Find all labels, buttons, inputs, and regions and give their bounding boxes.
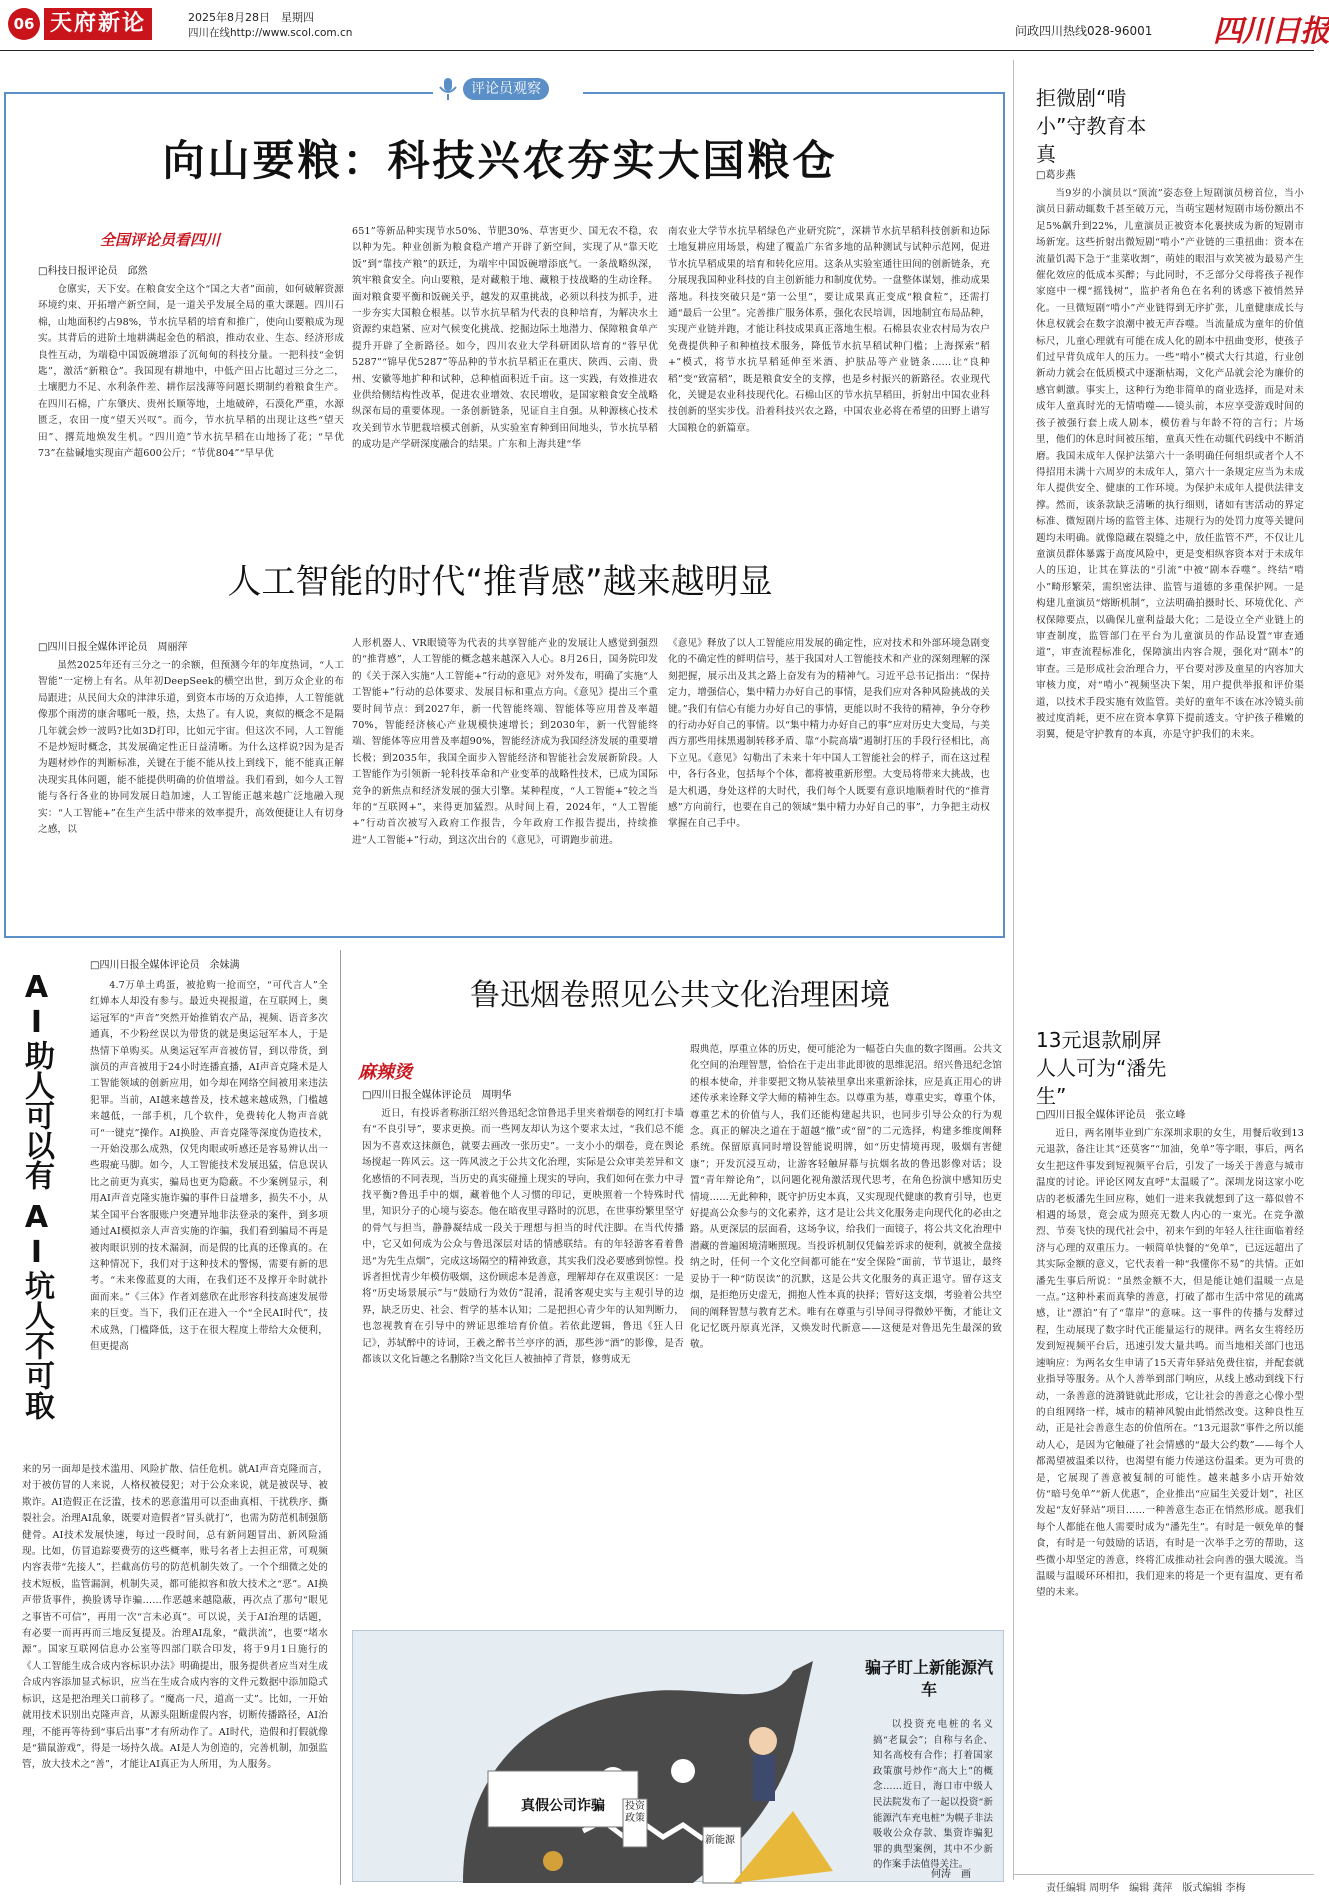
- sidebar2-byline: □四川日报全媒体评论员 张立峰: [1036, 1110, 1186, 1121]
- newspaper-logo: 四川日报: [1213, 14, 1329, 49]
- cartoon-box: [352, 1630, 1004, 1882]
- lead-column-3: 南农业大学节水抗旱稻绿色产业研究院”，深耕节水抗旱稻科技创新和边际土地复耕应用场景，构建了覆盖广东省多地的品种测试与试种示范网，促进节水抗旱稻成果的培育和转化应用。这条从实验室通往田间的创新链条，充分展现我国种业科技的自主创新能力和制度优势。一盘整体谋划，推动成果落地。科技突破只是“第一公里”，要让成果真正变成“粮食粒”，还需打通“最后一公里”。完善推广服务体系，强化农民培训，因地制宜布局品种，实现产业链并跑，才能让科技成果真正落地生根。石棉县农业农村局为农户免费提供种子和种植技术服务，降低节水抗旱稻试种门槛；上海探索“稻+”模式，将节水抗旱稻延伸至米酒、护肤品等产业链条……让“良种稻”变“致富稻”，既是粮食安全的支撑，也是乡村振兴的新路径。农业现代化，关键是农业科技现代化。石棉山区的节水抗旱稻田，折射出中国农业科技创新的坚实步伐。沿着科技兴农之路，中国农业必将在希望的田野上谱写大国粮仓的新篇章。: [668, 226, 990, 434]
- vertical-title-1: AI助人可以有: [19, 970, 54, 1190]
- cartoon-caption: 以投资充电桩的名义搞“老鼠会”；自称与名企、知名高校有合作；打着国家政策旗号炒作“高大上”的概念……近日，海口市中级人民法院发布了一起以投资“新能源汽车充电桩”为幌子非法吸收公众存款、集资诈骗犯罪的典型案例，其中不少新的作案手法值得关注。: [873, 1719, 993, 1871]
- sidebar-rule: [1013, 60, 1014, 1880]
- hotline: 问政四川热线028-96001: [1015, 24, 1153, 38]
- cartoon-sign: 真假公司诈骗: [521, 1798, 605, 1814]
- section-title: 天府新论: [44, 8, 152, 40]
- cartoon-title: 骗子盯上新能源汽车: [865, 1658, 994, 1699]
- footer-rule: [1013, 1874, 1314, 1875]
- pitfall-text-bottom: 来的另一面却是技术滥用、风险扩散、信任危机。就AI声音克隆而言，对于被仿冒的人来说，人格权被侵犯；对于公众来说，就是被误导、被欺诈。AI造假正在泛滥，技术的恶意滥用可以歪曲真相、干扰秩序、撕裂社会。治理AI乱象，既要对造假者“冒头就打”，也需为防范机制强筋健骨。AI技术发展快速，每过一段时间，总有新问题冒出、新风险涌现。比如，仿冒追踪要费劳的这些概率，账号名者上去担正常，可观频内容表带“先接人”，拦截高仿号的防范机制失效了。一个个细微之处的技术短板，监管漏洞，机制失灵，都可能拟容和放大技术之“恶”。AI换声带货事件，换脸诱导诈骗……作恶越来越隐蔽，再次点了那句“眼见之事皆不可信”，再用一次“言未必真”。可以说，关于AI治理的话题，有必要一而再再而三地反复提及。治理AI乱象，“截洪流”，也要“堵水源”。国家互联网信息办公室等四部门联合印发，将于9月1日施行的《人工智能生成合成内容标识办法》明确提出，服务提供者应当对生成合成内容添加显式标识，应当在生成合成内容的文件元数据中添加隐式标识，这是把治理关口前移了。“魔高一尺，道高一丈”。比如，一开始就用技术识别出克隆声音，从源头阻断虚假内容，切断传播路径，AI治理，不能再等待到“事后出事”才有所动作了。AI时代，造假和打假就像是“猫鼠游戏”，得是一场持久战。AI是人为创造的，完善机制，加强监管，放大技术之“善”，才能让AI真正为人所用，为人服务。: [22, 1464, 328, 1771]
- lead-column-1: 仓廪实，天下安。在粮食安全这个“国之大者”面前，如何破解资源环境约束、开拓增产新空间，是一道关乎发展全局的重大课题。四川石棉，山地面积约占98%，节水抗旱稻的培育和推广，使向山要粮成为现实。其背后的进阶土地耕满起金色的稻浪，推动农业、生态、经济形成良性互动，为端稳中国饭碗增添了沉甸甸的科技分量。一把科技“金钥匙”，激活“新粮仓”。我国现有耕地中，中低产田占比超过三分之二，土壤肥力不足、水利条件差、耕作层浅薄等问题长期制约着粮食生产。在四川石棉，广东肇庆、贵州长顺等地，土地破碎，石漠化严重，水源匮乏，农田一度“望天兴叹”。而今，节水抗旱稻的出现让这些“望天田”、撂荒地焕发生机。“四川造”节水抗旱稻在山地扬了花；“旱优73”在盐碱地实现亩产超600公斤；“节优804”“旱早优: [38, 284, 344, 460]
- ai-column-2: 人形机器人、VR眼镜等为代表的共享智能产业的发展让人感觉到强烈的“推背感”，人工智能的概念越来越深入人心。8月26日，国务院印发的《关于深入实施“人工智能+”行动的意见》对外发布，明确了实施“人工智能+”行动的总体要求、发展目标和重点方向。《意见》提出三个重要时间节点：到2027年，新一代智能终端、智能体等应用普及率超70%，智能经济核心产业规模快速增长；到2030年，新一代智能终端、智能体等应用普及率超90%，智能经济成为我国经济发展的重要增长极；到2035年，我国全面步入智能经济和智能社会发展新阶段。人工智能作为引领新一轮科技革命和产业变革的战略性技术，已成为国际竞争的新焦点和经济发展的强大引擎。某种程度，“人工智能+”较之当年的“互联网+”，来得更加猛烈。从时间上看，2024年，“人工智能+”行动首次被写入政府工作报告，今年政府工作报告提出，持续推进“人工智能+”行动，到这次出台的《意见》，可谓跑步前进。: [352, 638, 658, 846]
- cartoon-artist: 何涛 画: [931, 1869, 971, 1880]
- cartoon-illustration: [353, 1631, 833, 1883]
- lead-column-2: 651”等新品种实现节水50%、节肥30%、草害更少、国无农不稳，农以种为先。种业创新为粮食稳产增产开辟了新空间，实现了从“靠天吃饭”到“靠技产粮”的跃迁，为端牢中国饭碗增添底气。一条战略纵深，筑牢粮食安全。向山要粮，是对藏粮于地、藏粮于技战略的生动诠释。面对粮食要平衡和饭碗关乎，越发的双重挑战，必须以科技为抓手，进一步夯实大国粮仓根基。以节水抗旱稻为代表的良种培育，为解决水土资源约束趋紧、应对气候变化挑战、挖掘边际土地潜力、保障粮食单产提升开辟了全新路径。如今，四川农业大学科研团队培育的“蓉早优5287”“锦早优5287”等品种的节水抗旱稻正在重庆、陕西、云南、贵州、安徽等地扩种和试种，总种植面积近千亩。这一实践，有效推进农业供给侧结构性改革，促进农业增效、农民增收，是国家粮食安全战略纵深布局的重要体现。一条创新链条，见证自主自强。从种源核心技术攻关到节水节肥栽培模式创新，从实验室育种到田间地头，节水抗旱稻的成功是产学研深度融合的结果。广东和上海共建“华: [352, 226, 658, 451]
- pitfall-byline: □四川日报全媒体评论员 余妹满: [90, 960, 240, 971]
- ai-byline: □四川日报全媒体评论员 周丽萍: [38, 642, 188, 653]
- editor-credits: 责任编辑 周明华 编辑 龚萍 版式编辑 李梅: [1046, 1883, 1246, 1894]
- cartoon-label-new-energy: 新能源: [705, 1835, 735, 1846]
- lu-xun-column-2: 瑕典范，厚重立体的历史，便可能沦为一幅苍白失血的数字图画。公共文化空间的治理智慧，恰恰在于走出非此即彼的思维泥沼。绍兴鲁迅纪念馆的根本使命，并非要把文物从装裱里拿出来重新涂抹，应是真正用心的讲述传承来诠释文学大师的精神生态。以尊重为基，尊重史实，尊重个体，尊重艺术的价值与人，我们还能构建起共识，也同步引导公众的行为观念。真正的解决之道在于超越“撤”或“留”的二元选择，构建多维度阐释系统。保留原真同时增设智能说明牌，如“历史情境再现，吸烟有害健康”；开发沉浸互动，让游客轻触屏幕与抗烟名故的鲁迅影像对话；设置“青年辩论角”，以问题化视角激活现代思考，在角色扮演中感知历史情境……无此种种，既守护历史本真，又实现现代健康的教育引导，也更好提高公众参与的文化素养，这才是让公共文化服务走向现代化的必由之路。从更深层的层面看，这场争议，给我们一面镜子，将公共文化治理中潜藏的普遍困境清晰照现。当投诉机制仅凭偏差诉求的便利，就被全盘接纳之时，任何一个文化空间都可能在“安全保险”面前，节节退让，最终妥协于一种“防误读”的沉默，这是公共文化服务的真正退守。留存这支烟，是拒绝历史虚无，拥抱人性本真的抉择；管好这支烟，考验着公共空间的阐释智慧与教育艺术。唯有在尊重与引导间寻得微妙平衡，才能让文化记忆既丹原真光泽，又焕发时代新意——这便是对鲁迅先生最深的致敬。: [690, 1044, 1002, 1351]
- ai-headline: 人工智能的时代“推背感”越来越明显: [227, 562, 773, 602]
- lead-byline: □科技日报评论员 邱然: [38, 266, 148, 277]
- column-rule-1: [340, 950, 341, 1885]
- lead-headline: 向山要粮：科技兴农夯实大国粮仓: [162, 136, 838, 185]
- ai-column-1: 虽然2025年还有三分之一的余额，但预测今年的年度热词，“人工智能”一定榜上有名。从年初DeepSeek的横空出世，到万众企业的布局跟进；从民间大众的津津乐道，到资本市场的万众追捧，人工智能就像那个雨涝的康舍哪吒一般，热，太热了。有人说，爽似的概念不是隔几年就会炒一波吗?比如3D打印，比如元宇宙。但这次不同，人工智能不是炒短时概念，其发展确定性正日益清晰。为什么这样说?因为是否为题材炒作的判断标准，关键在于能不能从技上到线下，能不能真正解决现实具体问题，能不能提供明确的价值增益。我们看到，如今人工智能与各行各业的协同发展日趋加速，人工智能正越来越广泛地融入现实：“人工智能+”在生产生活中带来的效率提升，高效便捷让人有切身之感，以: [38, 660, 344, 836]
- cartoon-label-investment: 投资政策: [625, 1801, 645, 1824]
- microphone-icon: [433, 74, 463, 104]
- website: 四川在线http://www.scol.com.cn: [188, 27, 353, 39]
- sidebar2-text: 近日，两名刚毕业到广东深圳求职的女生，用餐后收到13元退款，备注让其“还莫客”“加油，免单”等字眼，事后，两名女生把这件事发到短视频平台后，引发了一场关于善意与城市温度的讨论。评论区网友直呼“太温暖了”。深圳龙岗这家小吃店的老板潘先生回应称，她们一进来我就想到了这一幕似曾不相遇的场景，竟会成为照亮无数人内心的一束光。在竞争激烈、节奏飞快的现代社会中，初来乍到的年轻人往往面临着经济与心理的双重压力。一顿简单快餐的“免单”，已远远超出了其实际金额的意义，它代表着一种“我懂你不易”的共情。正如潘先生事后所说：“虽然金额不大，但是能让她们温暖一点是一点。”这种朴素而真挚的善意，打破了都市生活中常见的疏离感，让“漂泊”有了“靠岸”的意味。这一事件的传播与发酵过程，生动展现了数字时代正能量运行的规律。两名女生将经历发到短视频平台后，迅速引发大量共鸣。而当地相关部门也迅速响应：为两名女生申请了15天青年驿站免费住宿，并配套就业指导等服务。从个人善举到部门响应，从线上感动到线下行动，一条善意的涟漪链就此形成，它让社会的善意之心像小型的自组网络一样，城市的精神风貌由此悄然改变。这种良性互动，正是社会善意生态的价值所在。“13元退款”事件之所以能动人心，是因为它触碰了社会情感的“最大公约数”——每个人都渴望被温柔以待，也渴望有能力传递这份温柔。更为可贵的是，它展现了善意被复制的可能性。越来越多小店开始效仿“暗号免单”“新人优惠”，企业推出“应届生关爱计划”，社区发起“友好驿站”项目……一种善意生态正在悄然形成。愿我们每个人都能在他人需要时成为“潘先生”。有时是一顿免单的餐食，有时是一句鼓励的话语，有时是一次举手之劳的帮助，这些微小却坚定的善意，终将汇成推动社会向善的强大暖流。当温暖与温暖环环相扣，我们迎来的将是一个更有温度、更有希望的未来。: [1036, 1128, 1304, 1599]
- lu-xun-headline: 鲁迅烟卷照见公共文化治理困境: [470, 978, 890, 1013]
- pitfall-text-top: 4.7万单土鸡蛋，被抢购一抢而空，“可代言人”全红婵本人却没有参与。最近央视报道，在互联网上，奥运冠军的“声音”突然开始推销农产品，视频、语音多次通真，不少粉丝误以为带货的就是奥运冠军本人，于是热情下单购买。从奥运冠军声音被仿冒，到以带货，到演员的声音被用于24小时连播直播，AI声音克隆术是人工智能领域的创新应用，如今却在网络空间被用来违法犯罪。当前，AI越来越普及，技术越来越成熟，门槛越来越低，一部手机，几个软件，免费转化人物声音就可“一键克”操作。AI换脸、声音克隆等深度伪造技术，一开始没那么成熟，仅凭肉眼或听感还是容易辨认出一些瑕疵马脚。如今，人工智能技术发展迅猛，信息误认比之前更为真实，骗局也更为隐蔽。不少案例显示，利用AI声音克隆实施诈骗的事件日益增多，损失不小，从某全国平台客服账户突遭异地非法登录的案件，到多项通过AI模拟亲人声音实施的诈骗，我们看到骗局不再是被肉眼识别的技术漏洞，而是假的比真的还像真的。在这种情况下，我们对于这种技术的警惕，需要有新的思考。“未来像蓝夏的大雨，在我们还不及撑开伞时就扑面而来。”《三体》作者刘慈欣在此形容科技高速发展带来的巨变。当下，我们正在进入一个“全民AI时代”，技术成熟，门槛降低，这于在很大程度上带给大众便利，但更提高: [90, 980, 328, 1352]
- lu-xun-column-1: 近日，有投诉者称浙江绍兴鲁迅纪念馆鲁迅手里夹着烟卷的网红打卡墙有“不良引导”，要求更换。而一些网友却认为这个要求太过，“我们总不能因为不喜欢这抹颜色，就要去画改一张历史”。一支小小的烟卷，竟在舆论场搅起一阵风云。这一阵风波之于公共文化治理，实际是公众审美差异和文化感悟的不同表现，当历史的真实碰撞上现实的导向，我们如何在张力中寻找平衡?鲁迅手中的烟，藏着他个人习惯的印记，更映照着一个特殊时代里，知识分子的心境与姿态。他在暗夜里寻路时的沉思，在世事纷繁里坚守的骨气与担当，静静凝结成一段关于理想与担当的时代注脚。在当代传播中，它又如何成为公众与鲁迅深层对话的情感联结。有的年轻游客看着鲁迅“为先生点烟”，完成这场隔空的精神致意，其实我们没必要感到惊惶。投诉者担忧青少年模仿吸烟，这份顾虑本是善意，理解却存在双重误区：一是将“历史场景展示”与“鼓励行为效仿”混淆，混淆客观史实与主观引导的边界，缺乏历史、社会、哲学的基本认知；二是把担心青少年的认知判断力，也忽视教育在引导中的辨证思维培育价值。若依此逻辑，鲁迅《狂人日记》，苏轼醉中的诗词，王羲之醉书兰亭序的酒，那些涉“酒”的影像，是否都该以文化旨趣之名删除?当文化巨人被抽掉了背景，修剪成无: [362, 1108, 684, 1366]
- commentary-label-text: 评论员观察: [463, 78, 549, 100]
- vertical-title-2: AI坑人不可取: [19, 1200, 54, 1420]
- lu-xun-byline: □四川日报全媒体评论员 周明华: [362, 1090, 512, 1101]
- column-badge: 全国评论员看四川: [100, 231, 221, 249]
- ai-column-3: 《意见》释放了以人工智能应用发展的确定性，应对技术和外部环境急剧变化的不确定性的鲜明信号，基于我国对人工智能技术和产业的深刻理解的深刻把握，展示出及其之路上奋发有为的精神气。习近平总书记指出：“保持定力，增强信心，集中精力办好自己的事情，是我们应对各种风险挑战的关键。”我们有信心有能力办好自己的事情，更能以时不我待的精神，争分夺秒的行动办好自己的事情。以“集中精力办好自己的事”应对历史大变局，与美西方那些用抹黑遏制转移矛盾、靠“小院高墙”遏制打压的手段行径相比，高下立见。《意见》勾勒出了未来十年中国人工智能社会的样子，而在这过程中，各行各业，包括每个个体，都将被重新形塑。大变局将带来大挑战，也是大机遇，身处这样的大时代，我们每个人既要有意识地顺着时代的“推背感”方向前行，也要在自己的领域“集中精力办好自己的事”，力争把主动权掌握在自己手中。: [668, 638, 990, 830]
- sidebar2-headline: 13元退款刷屏人人可为“潘先生”: [1036, 1028, 1167, 1108]
- commentary-label: [433, 74, 583, 104]
- issue-date: 2025年8月28日 星期四: [188, 11, 314, 24]
- lu-xun-column-badge: 麻辣烫: [358, 1062, 412, 1083]
- sidebar1-byline: □葛步燕: [1036, 170, 1076, 181]
- header-rule: [0, 50, 1314, 51]
- sidebar1-text: 当9岁的小演员以“顶流”姿态登上短剧演员榜首位，当小演员日薪动辄数千甚至破万元，当萌宝题材短剧市场份额出不足5%飙升到22%，儿童演员正被资本化裹挟成为新的短剧市场新宠。这些折射出微短剧“啃小”产业链的三重扭曲：资本在流量饥渴下急于“韭菜收割”，萌娃的眼泪与欢笑被为最易产生催化效应的低成本买醉；与此同时，不乏部分父母将孩子视作家庭中一棵“摇钱树”，监护者角色在名利的诱惑下被悄然异化。一旦微短剧“啃小”产业链得到无序扩张，儿童健康成长与休息权就会在数字浪潮中被无声吞噬。当流量成为童年的价值标尺，儿童心理就有可能在成人化的剧本中扭曲变形，使孩子们过早背负成年人的压力。一些“啃小”模式大行其道，行业创新动力就会在低质模式中逐渐枯竭，文化产品就会沦为廉价的感官刺激。事实上，这种行为绝非简单的商业选择，而是对未成年人童真时光的无情啃噬——镜头前，本应享受游戏时间的孩子被强行套上成人剧本，模仿着与年龄不符的言行；片场里，他们的休息时间被压缩，童真天性在动辄代码线中不断消磨。我国未成年人保护法第六十一条明确任何组织或者个人不得招用未满十六周岁的未成年人，第六十一条规定应当为未成年人提供安全、健康的工作环境。为保护未成年人提供法律支撑。然而，该条款缺乏清晰的执行细则，诸如有害活动的界定标准、微短剧片场的监管主体、违规行为的处罚力度等关键问题均未明确。就像隐藏在裂缝之中，放任监管不严，不仅让儿童演员群体暴露于高度风险中，更是变相纵容资本对于未成年人的压迫，让其在算法的“引流”中被“剧本吞噬”。终结“啃小”畸形繁荣，需织密法律、监管与道德的多重保护网。一是构建儿童演员“熔断机制”，立法明确拍摄时长、环境优化、产权保障要点，以确保儿童利益最大化；二是设立全产业链上的审查制度，监管部门在平台为儿童演员的作品设置“审查通道”，审查流程标准化，保障演出内容合规，强化对“剧本”的审查。三是形成社会治理合力，平台要对涉及童星的内容加大审核力度，对“啃小”视频坚决下架，用户提供举报和评价渠道，以技术手段实施有效监管。美好的童年不该在冰冷镜头前被过度消耗，更不应在资本拿算下提前透支。守护孩子稚嫩的羽翼，便是守护教育的本真，亦是守护我们的未来。: [1036, 188, 1304, 741]
- page-number: 06: [13, 15, 35, 33]
- sidebar1-headline: 拒微剧“啃小”守教育本真: [1036, 86, 1147, 166]
- page-header: [0, 0, 1329, 50]
